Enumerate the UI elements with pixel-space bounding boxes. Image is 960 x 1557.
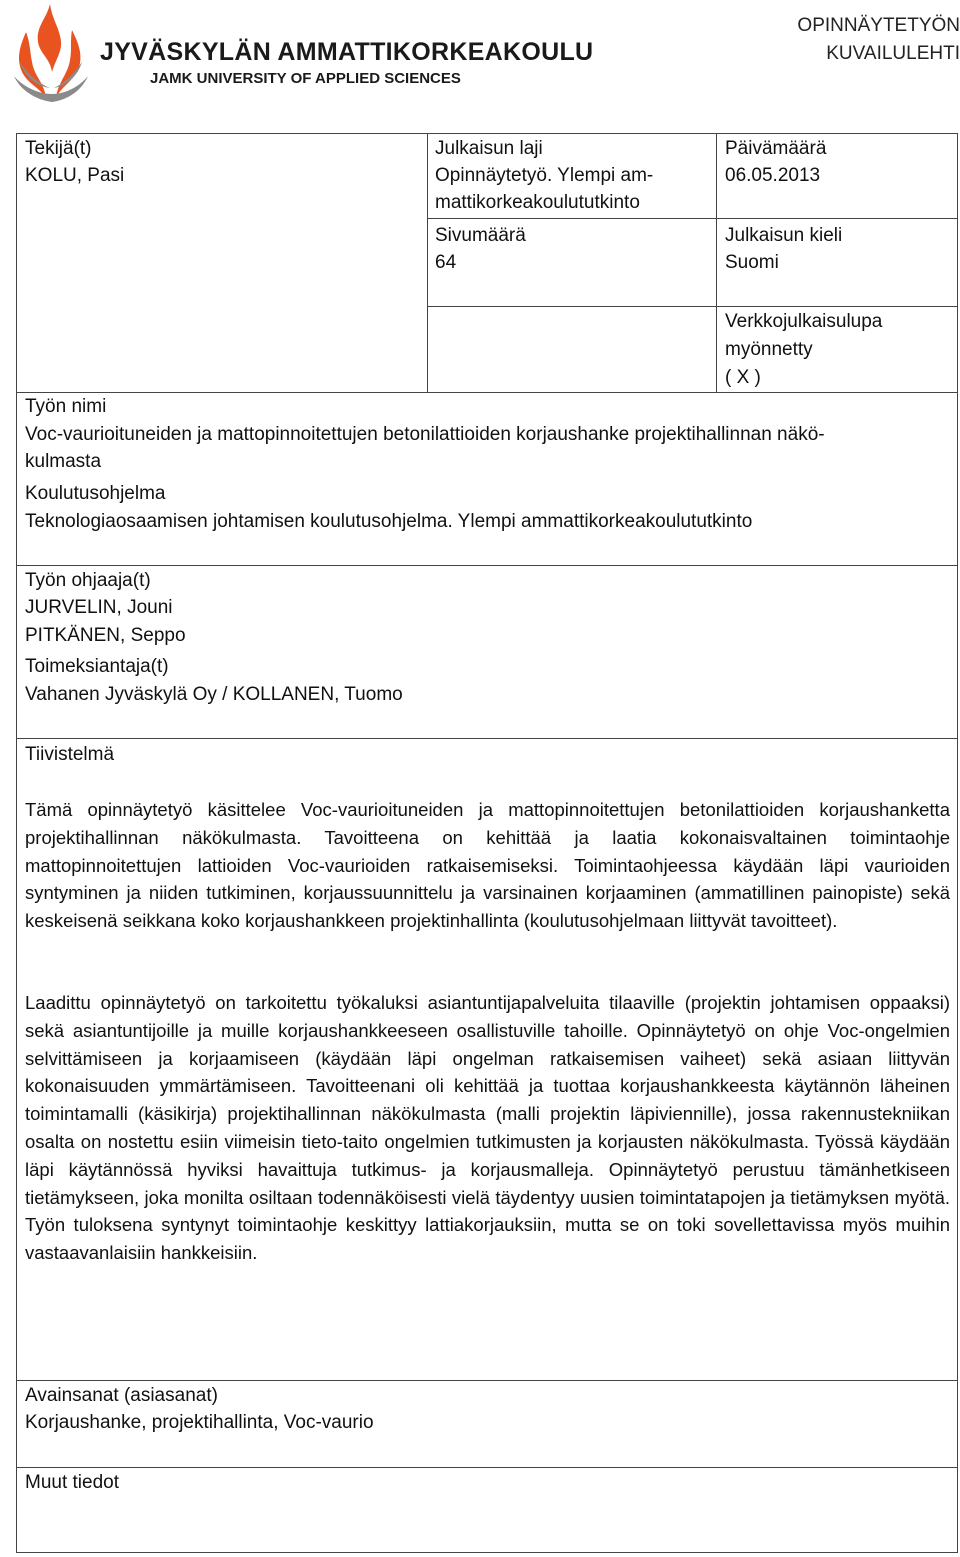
divider-row-3 [16,392,958,393]
page-count-label: Sivumäärä [435,225,526,246]
language-label: Julkaisun kieli [725,225,843,246]
logo-subtitle: JAMK UNIVERSITY OF APPLIED SCIENCES [150,70,461,87]
logo-name: JYVÄSKYLÄN AMMATTIKORKEAKOULU [100,38,594,66]
degree-program-label: Koulutusohjelma [25,483,166,504]
client-label: Toimeksiantaja(t) [25,656,169,677]
other-info-label: Muut tiedot [25,1472,119,1493]
supervisor-label: Työn ohjaaja(t) [25,570,151,591]
publication-type-label: Julkaisun laji [435,138,543,159]
divider-row-5 [16,738,958,739]
divider-row-2 [427,306,958,307]
publication-type-line-2: mattikorkeakoulututkinto [435,192,640,213]
date-value: 06.05.2013 [725,165,821,186]
supervisor-1: JURVELIN, Jouni [25,597,173,618]
thesis-title-label: Työn nimi [25,396,107,417]
jamk-logo [6,2,594,106]
divider-col-2 [716,133,717,392]
abstract-paragraph-1: Tämä opinnäytetyö käsittelee Voc-vaurioituneiden ja mattopinnoitettujen betonilattioiden korjaushanketta projektihallinnan näkökulmasta. Tavoitteena on kehittää ja laatia kokonaisvaltainen toimintaohje mattopinnoitettujen lattioiden Voc-vaurioiden ratkaisemiseksi. Toimintaohjeessa käydään läpi vaurioiden syntyminen ja niiden tutkiminen, korjaussuunnittelu ja varsinainen korjaaminen (ammatillinen painopiste) sekä keskeisenä seikkana koko korjaushankkeen projektinhallinta (koulutusohjelmaan liittyvät tavoitteet). [25,799,950,932]
abstract-paragraph-2: Laadittu opinnäytetyö on tarkoitettu työkaluksi asiantuntijapalveluita tilaaville (projektin johtamisen oppaaksi) sekä asiantuntijoille ja muille korjaushankkeeseen osallistuville tahoille. Opinnäytetyö on ohje Voc-ongelmien selvittämiseen ja korjaamiseen (käydään läpi ongelman ratkaisemisen vaiheet) sekä asiaan liittyvän kokonaisuuden ymmärtämiseen. Tavoitteenani oli kehittää ja tuottaa korjaushankkeesta käytännön läheinen toimintamalli (käsikirja) projektihallinnan näkökulmasta (malli projektin läpiviennille), jossa rakennustekniikan osalta on nostettu esiin viimeisin tieto-taito ongelmien tutkimusten ja korjausten näkökulmasta. Työssä käydään läpi käytännössä hyviksi havaittuja tutkimus- ja korjausmalleja. Opinnäytetyö perustuu tämänhetkiseen tietämykseen, joka monilta osiltaan todennäköisesti vielä täydentyy uusien toimintatapojen ja tietämyksen myötä. Työn tuloksena syntynyt toimintaohje keskittyy lattiakorjauksiin, mutta se on toki sovellettavissa myös muihin vastaavanlaisiin hankkeisiin. [25,992,950,1264]
divider-row-7 [16,1467,958,1468]
client-value: Vahanen Jyväskylä Oy / KOLLANEN, Tuomo [25,684,403,705]
online-permission-mark: ( X ) [725,367,761,388]
doc-type-line-2: KUVAILULEHTI [826,43,960,64]
thesis-title-line-2: kulmasta [25,451,102,472]
author-value: KOLU, Pasi [25,165,125,186]
supervisor-2: PITKÄNEN, Seppo [25,625,186,646]
abstract-label: Tiivistelmä [25,744,115,765]
online-permission-line-2: myönnetty [725,339,813,360]
language-value: Suomi [725,252,779,273]
thesis-title-line-1: Voc-vaurioituneiden ja mattopinnoitettujen betonilattioiden korjaushanke projektihallinnan näkö- [25,424,825,445]
document-type [720,12,960,68]
divider-row-6 [16,1380,958,1381]
divider-row-1 [427,218,958,219]
date-label: Päivämäärä [725,138,827,159]
publication-type-line-1: Opinnäytetyö. Ylempi am- [435,165,654,186]
author-label: Tekijä(t) [25,138,92,159]
page-count-value: 64 [435,252,457,273]
keywords-value: Korjaushanke, projektihallinta, Voc-vaurio [25,1412,374,1433]
online-permission-line-1: Verkkojulkaisulupa [725,311,883,332]
flame-emblem-icon [6,2,96,106]
divider-row-4 [16,565,958,566]
doc-type-line-1: OPINNÄYTETYÖN [797,15,960,36]
divider-col-1 [427,133,428,392]
degree-program-value: Teknologiaosaamisen johtamisen koulutusohjelma. Ylempi ammattikorkeakoulututkinto [25,511,753,532]
keywords-label: Avainsanat (asiasanat) [25,1385,218,1406]
